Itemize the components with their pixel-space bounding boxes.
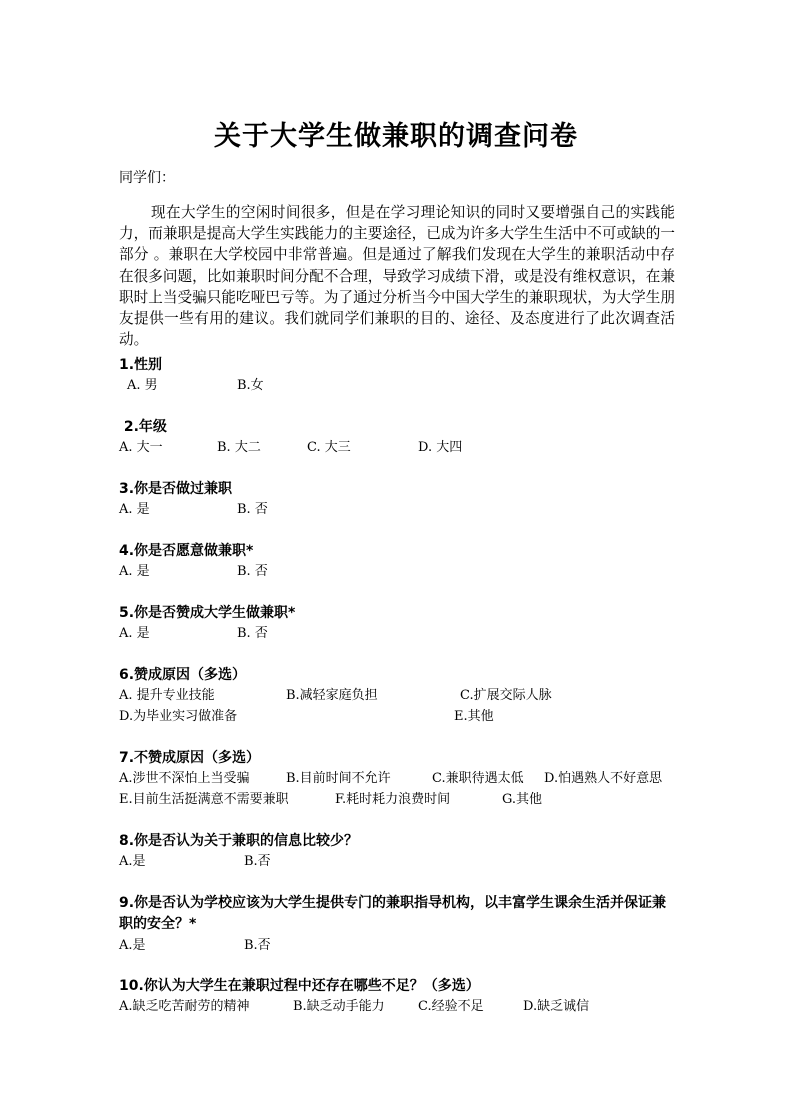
option-a: A. 大一	[119, 440, 163, 455]
question-title: 7.不赞成原因（多选）	[119, 750, 261, 766]
intro-paragraph: 现在大学生的空闲时间很多，但是在学习理论知识的同时又要增强自己的实践能力，而兼职是提高大学生实践能力的主要途径，已成为许多大学生生活中不可或缺的一部分 。兼职在大学校园中非常普遍。但是通过了解我们发现在大学生的兼职活动中存在很多问题，比如兼职时间分配不合理，导致学习成绩下滑，或是没有维权意识，在兼职时上当受骗只能吃哑巴亏等。为了通过分析当今中国大学生的兼职现状，为大学生朋友提供一些有用的建议。我们就同学们兼职的目的、途径、及态度进行了此次调查活动。	[119, 204, 675, 349]
option-a: A.是	[119, 938, 146, 953]
question-title: 3.你是否做过兼职	[119, 481, 233, 497]
question-4	[119, 541, 689, 582]
option-c: C.扩展交际人脉	[460, 688, 552, 703]
option-b: B. 否	[237, 502, 268, 517]
question-8	[119, 831, 689, 872]
question-title: 8.你是否认为关于兼职的信息比较少？	[119, 833, 359, 849]
options-row	[119, 851, 689, 872]
question-7	[119, 748, 689, 810]
options-row	[119, 935, 679, 956]
question-title: 10.你认为大学生在兼职过程中还存在哪些不足？（多选）	[119, 978, 480, 994]
option-a: A. 提升专业技能	[119, 688, 215, 703]
option-a: A. 是	[119, 626, 150, 641]
options-row	[119, 685, 689, 706]
option-g: G.其他	[502, 792, 543, 807]
option-b: B.女	[237, 378, 264, 393]
question-title: 2.年级	[119, 419, 167, 435]
options-row	[119, 499, 689, 520]
option-b: B. 否	[237, 564, 268, 579]
option-e: E.其他	[454, 709, 494, 724]
option-d: D.怕遇熟人不好意思	[544, 771, 663, 786]
question-title: 9.你是否认为学校应该为大学生提供专门的兼职指导机构，以丰富学生课余生活并保证兼职的安全？*	[119, 895, 667, 932]
page-title: 关于大学生做兼职的调查问卷	[214, 121, 578, 152]
options-row	[119, 768, 689, 789]
question-title: 4.你是否愿意做兼职*	[119, 543, 254, 559]
question-10	[119, 976, 689, 1017]
options-row	[119, 996, 689, 1017]
option-d: D.为毕业实习做准备	[119, 709, 238, 724]
option-b: B. 大二	[217, 440, 261, 455]
option-b: B.缺乏动手能力	[293, 999, 385, 1014]
question-6	[119, 665, 689, 727]
option-c: C.兼职待遇太低	[432, 771, 524, 786]
option-e: E.目前生活挺满意不需要兼职	[119, 792, 289, 807]
option-a: A.涉世不深怕上当受骗	[119, 771, 250, 786]
option-b: B.目前时间不允许	[286, 771, 391, 786]
question-title: 6.赞成原因（多选）	[119, 667, 247, 683]
question-5	[119, 603, 689, 644]
option-b: B. 否	[237, 626, 268, 641]
option-a: A.缺乏吃苦耐劳的精神	[119, 999, 250, 1014]
question-2	[119, 417, 689, 458]
option-d: D.缺乏诚信	[523, 999, 590, 1014]
option-a: A. 男	[127, 378, 158, 393]
question-9	[119, 893, 679, 956]
options-row	[119, 789, 689, 810]
options-row	[119, 437, 689, 458]
options-row	[119, 561, 689, 582]
option-a: A. 是	[119, 502, 150, 517]
option-b: B.减轻家庭负担	[286, 688, 378, 703]
greeting: 同学们：	[119, 170, 175, 186]
option-a: A. 是	[119, 564, 150, 579]
option-a: A.是	[119, 854, 146, 869]
question-3	[119, 479, 689, 520]
question-title: 5.你是否赞成大学生做兼职*	[119, 605, 296, 621]
question-1	[119, 355, 689, 396]
option-c: C.经验不足	[418, 999, 484, 1014]
option-f: F.耗时耗力浪费时间	[335, 792, 451, 807]
options-row	[119, 623, 689, 644]
option-c: C. 大三	[307, 440, 351, 455]
options-row	[119, 375, 689, 396]
option-b: B.否	[244, 854, 271, 869]
option-d: D. 大四	[418, 440, 463, 455]
options-row	[119, 706, 689, 727]
question-title: 1.性别	[119, 357, 163, 373]
option-b: B.否	[244, 938, 271, 953]
